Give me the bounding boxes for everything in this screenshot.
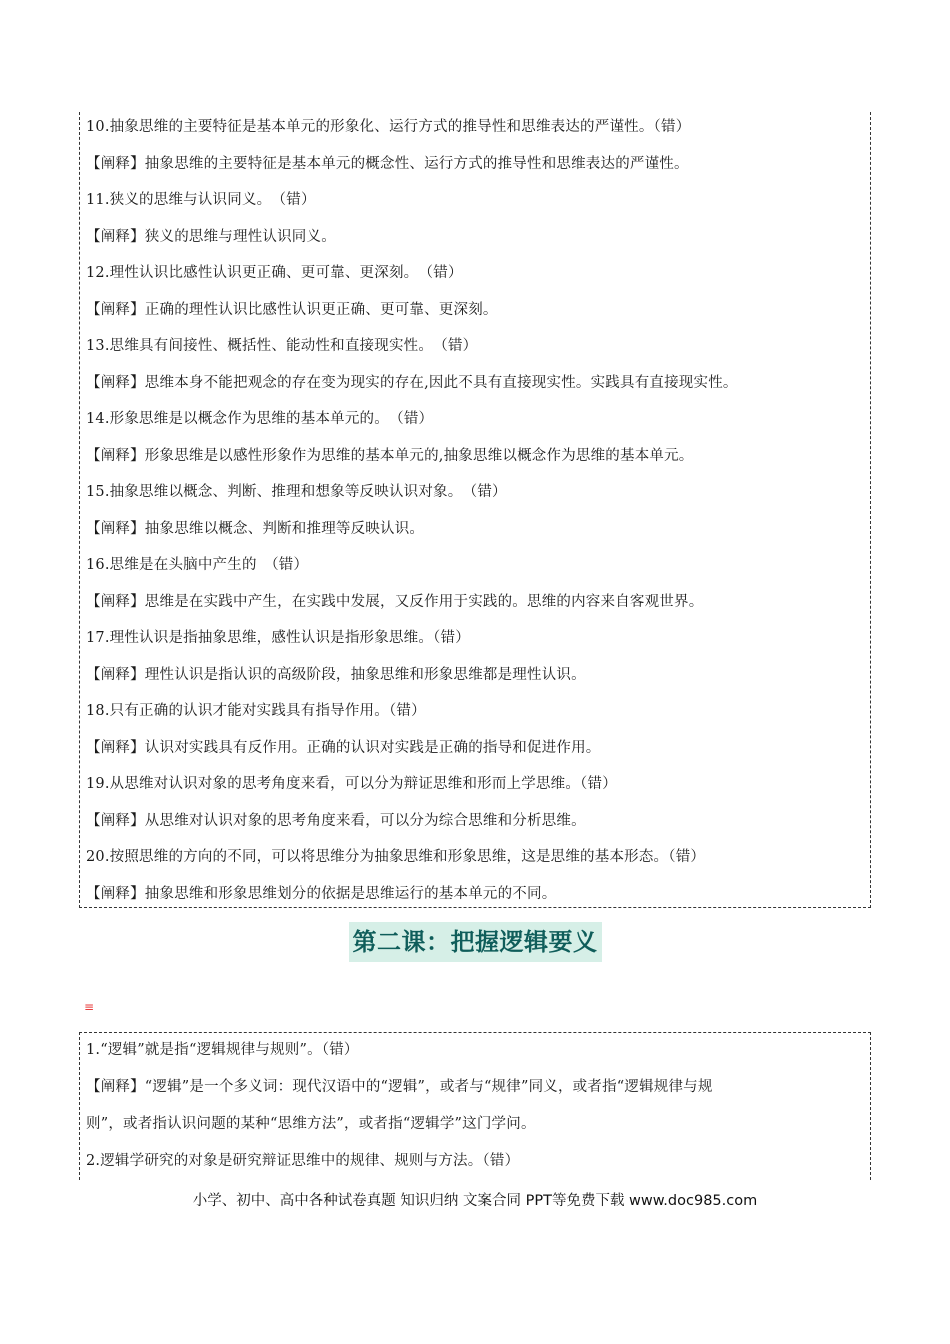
- statement-11: 11.狭义的思维与认识同义。 （错）: [86, 192, 316, 208]
- explanation-1-line-2: 则”，或者指认识问题的某种“思维方法”，或者指“逻辑学”这门学问。: [86, 1116, 536, 1132]
- explanation-10: 【阐释】抽象思维的主要特征是基本单元的概念性、运行方式的推导性和思维表达的严谨性。: [86, 156, 689, 172]
- explanation-19: 【阐释】从思维对认识对象的思考角度来看，可以分为综合思维和分析思维。: [86, 813, 586, 829]
- statement-10: 10.抽象思维的主要特征是基本单元的形象化、运行方式的推导性和思维表达的严谨性。（错）: [86, 119, 691, 135]
- explanation-12: 【阐释】正确的理性认识比感性认识更正确、更可靠、更深刻。: [86, 302, 498, 318]
- explanation-15: 【阐释】抽象思维以概念、判断和推理等反映认识。: [86, 521, 425, 537]
- red-mark-icon: ≡: [84, 1000, 95, 1014]
- explanation-20: 【阐释】抽象思维和形象思维划分的依据是思维运行的基本单元的不同。: [86, 886, 557, 902]
- statement-18: 18.只有正确的认识才能对实践具有指导作用。（错）: [86, 703, 426, 719]
- explanation-18: 【阐释】认识对实践具有反作用。正确的认识对实践是正确的指导和促进作用。: [86, 740, 601, 756]
- page-footer: 小学、初中、高中各种试卷真题 知识归纳 文案合同 PPT等免费下载 www.doc985.com: [192, 1193, 758, 1209]
- statement-2: 2.逻辑学研究的对象是研究辩证思维中的规律、规则与方法。（错）: [86, 1153, 520, 1169]
- statement-1: 1.“逻辑”就是指“逻辑规律与规则”。（错）: [86, 1042, 359, 1058]
- statement-12: 12.理性认识比感性认识更正确、更可靠、更深刻。 （错）: [86, 265, 463, 281]
- statement-14: 14.形象思维是以概念作为思维的基本单元的。 （错）: [86, 411, 434, 427]
- statement-13: 13.思维具有间接性、概括性、能动性和直接现实性。 （错）: [86, 338, 478, 354]
- lesson-heading: [0, 922, 950, 962]
- explanation-17: 【阐释】理性认识是指认识的高级阶段，抽象思维和形象思维都是理性认识。: [86, 667, 586, 683]
- explanation-16: 【阐释】思维是在实践中产生，在实践中发展，又反作用于实践的。思维的内容来自客观世界。: [86, 594, 704, 610]
- explanation-13: 【阐释】思维本身不能把观念的存在变为现实的存在,因此不具有直接现实性。实践具有直接现实性。: [86, 375, 738, 391]
- statement-17: 17.理性认识是指抽象思维，感性认识是指形象思维。（错）: [86, 630, 470, 646]
- statement-19: 19.从思维对认识对象的思考角度来看，可以分为辩证思维和形而上学思维。（错）: [86, 776, 617, 792]
- statement-16: 16.思维是在头脑中产生的 （错）: [86, 557, 309, 573]
- explanation-11: 【阐释】狭义的思维与理性认识同义。: [86, 229, 336, 245]
- explanation-14: 【阐释】形象思维是以感性形象作为思维的基本单元的,抽象思维以概念作为思维的基本单元。: [86, 448, 694, 464]
- statement-20: 20.按照思维的方向的不同，可以将思维分为抽象思维和形象思维，这是思维的基本形态。（错）: [86, 849, 706, 865]
- statement-15: 15.抽象思维以概念、判断、推理和想象等反映认识对象。 （错）: [86, 484, 507, 500]
- lesson-title: 第二课：把握逻辑要义: [349, 922, 602, 962]
- explanation-1-line-1: 【阐释】“逻辑”是一个多义词：现代汉语中的“逻辑”，或者与“规律”同义，或者指“逻辑规律与规: [86, 1079, 713, 1095]
